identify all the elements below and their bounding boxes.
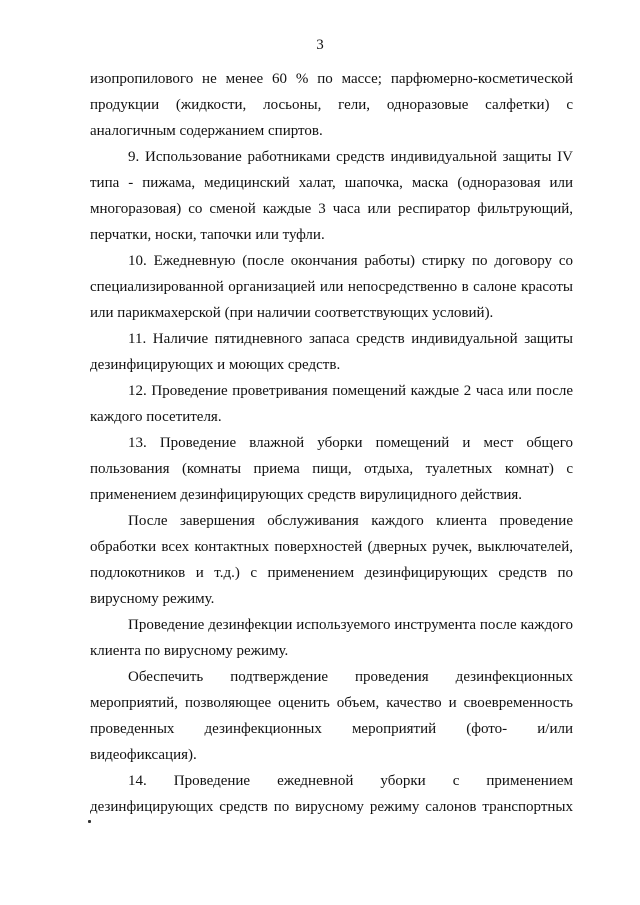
paragraph-item-14: 14. Проведение ежедневной уборки с применением дезинфицирующих средств по вирусному режиму салонов транспортных — [90, 773, 573, 815]
paragraph-item-13: 13. Проведение влажной уборки помещений и мест общего пользования (комнаты приема пищи, отдыха, туалетных комнат) с применением дезинфицирующих средств вирулицидного действия. — [90, 435, 573, 503]
scan-speck — [88, 820, 91, 823]
paragraph-item-12: 12. Проведение проветривания помещений каждые 2 часа или после каждого посетителя. — [90, 383, 573, 425]
paragraph-instrument-disinfection: Проведение дезинфекции используемого инструмента после каждого клиента по вирусному режиму. — [90, 617, 573, 659]
paragraph-confirmation: Обеспечить подтверждение проведения дезинфекционных мероприятий, позволяющее оценить объем, качество и своевременность проведенных дезинфекционных мероприятий (фото- и/или видеофиксация). — [90, 669, 573, 763]
paragraph-contact-surfaces: После завершения обслуживания каждого клиента проведение обработки всех контактных поверхностей (дверных ручек, выключателей, подлокотников и т.д.) с применением дезинфицирующих средств по вирусному режиму. — [90, 513, 573, 607]
paragraph-item-10: 10. Ежедневную (после окончания работы) стирку по договору со специализированной организацией или непосредственно в салоне красоты или парикмахерской (при наличии соответствующих условий). — [90, 253, 573, 321]
paragraph-continuation: изопропилового не менее 60 % по массе; парфюмерно-косметической продукции (жидкости, лосьоны, гели, одноразовые салфетки) с аналогичным содержанием спиртов. — [90, 71, 573, 139]
paragraph-item-11: 11. Наличие пятидневного запаса средств индивидуальной защиты дезинфицирующих и моющих средств. — [90, 331, 573, 373]
document-body — [90, 66, 573, 820]
page-number: 3 — [316, 37, 324, 53]
paragraph-item-9: 9. Использование работниками средств индивидуальной защиты IV типа - пижама, медицинский халат, шапочка, маска (одноразовая или многоразовая) со сменой каждые 3 часа или респиратор фильтрующий, перчатки, носки, тапочки или туфли. — [90, 149, 573, 243]
